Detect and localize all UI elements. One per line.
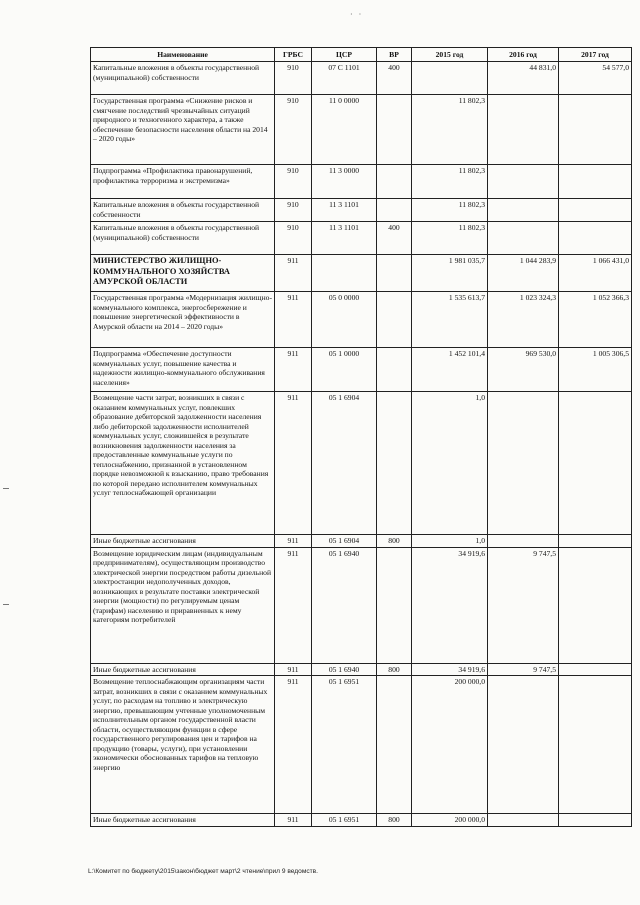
cell-name: Иные бюджетные ассигнования [91,814,275,826]
table-row [91,348,632,392]
col-header-csr: ЦСР [312,48,377,62]
cell-2016 [488,199,559,222]
cell-2015: 1 452 101,4 [412,348,488,392]
cell-vr [377,348,412,392]
cell-2015: 11 802,3 [412,165,488,199]
cell-2015: 1 981 035,7 [412,255,488,292]
cell-grbs: 911 [275,292,312,348]
table-row [91,535,632,547]
table-row [91,676,632,814]
cell-2017 [559,663,632,675]
cell-grbs: 911 [275,547,312,663]
cell-grbs: 910 [275,95,312,165]
cell-vr [377,392,412,535]
cell-2017 [559,165,632,199]
cell-2016: 44 831,0 [488,62,559,95]
cell-2015: 11 802,3 [412,222,488,255]
cell-2017 [559,392,632,535]
cell-2015: 1 535 613,7 [412,292,488,348]
table-row [91,292,632,348]
cell-2017 [559,814,632,826]
cell-2017 [559,222,632,255]
cell-grbs: 911 [275,814,312,826]
cell-vr [377,95,412,165]
cell-2017 [559,535,632,547]
cell-2016 [488,392,559,535]
cell-2015: 11 802,3 [412,199,488,222]
table-row [91,547,632,663]
cell-2016: 9 747,5 [488,663,559,675]
scan-mark [3,604,9,605]
table-header-row [91,48,632,62]
cell-vr: 800 [377,663,412,675]
cell-2015: 200 000,0 [412,814,488,826]
scan-mark: · · [350,10,364,19]
col-header-name: Наименование [91,48,275,62]
table-row [91,62,632,95]
cell-2016 [488,165,559,199]
cell-vr: 400 [377,62,412,95]
cell-grbs: 910 [275,62,312,95]
cell-vr [377,165,412,199]
cell-csr: 05 1 6951 [312,814,377,826]
cell-csr: 05 1 6940 [312,547,377,663]
cell-csr [312,255,377,292]
table-row [91,199,632,222]
table-row [91,392,632,535]
table-row [91,222,632,255]
cell-name: МИНИСТЕРСТВО ЖИЛИЩНО-КОММУНАЛЬНОГО ХОЗЯЙСТВА АМУРСКОЙ ОБЛАСТИ [91,255,275,292]
cell-grbs: 910 [275,222,312,255]
cell-2017 [559,547,632,663]
cell-2016 [488,676,559,814]
cell-vr [377,676,412,814]
cell-name: Капитальные вложения в объекты государственной собственности [91,199,275,222]
cell-2015: 34 919,6 [412,663,488,675]
cell-2017: 1 005 306,5 [559,348,632,392]
table-row [91,255,632,292]
cell-vr [377,292,412,348]
col-header-2016: 2016 год [488,48,559,62]
scan-mark [3,488,9,489]
cell-name: Подпрограмма «Обеспечение доступности коммунальных услуг, повышение качества и надежности жилищно-коммунального обслуживания населения» [91,348,275,392]
table-row [91,165,632,199]
cell-vr: 400 [377,222,412,255]
cell-grbs: 911 [275,348,312,392]
cell-2016: 1 023 324,3 [488,292,559,348]
cell-2017 [559,676,632,814]
cell-csr: 05 1 0000 [312,348,377,392]
cell-name: Возмещение юридическим лицам (индивидуальным предпринимателям), осуществляющим производство электрической энергии посредством работы дизельной электростанции недополученных доходов, возникающих в результате поставки электрической энергии (мощности) по регулируемым ценам (тарифам) населению и приравненных к нему категориям потребителей [91,547,275,663]
cell-vr: 800 [377,535,412,547]
cell-csr: 11 3 0000 [312,165,377,199]
cell-2015: 200 000,0 [412,676,488,814]
budget-table [90,47,632,827]
cell-2017 [559,199,632,222]
cell-2015: 1,0 [412,392,488,535]
col-header-2015: 2015 год [412,48,488,62]
cell-grbs: 910 [275,199,312,222]
cell-vr [377,255,412,292]
cell-name: Иные бюджетные ассигнования [91,663,275,675]
cell-2016 [488,222,559,255]
cell-2015: 11 802,3 [412,95,488,165]
cell-2015 [412,62,488,95]
col-header-grbs: ГРБС [275,48,312,62]
cell-name: Государственная программа «Снижение рисков и смягчение последствий чрезвычайных ситуаций природного и техногенного характера, а также обеспечение безопасности населения области на 2014 – 2020 годы» [91,95,275,165]
cell-vr: 800 [377,814,412,826]
cell-csr: 05 1 6904 [312,535,377,547]
cell-csr: 05 1 6940 [312,663,377,675]
cell-name: Иные бюджетные ассигнования [91,535,275,547]
cell-2015: 34 919,6 [412,547,488,663]
cell-grbs: 911 [275,535,312,547]
cell-2016 [488,535,559,547]
cell-2015: 1,0 [412,535,488,547]
cell-2017: 1 052 366,3 [559,292,632,348]
table-row [91,663,632,675]
cell-vr [377,199,412,222]
cell-grbs: 911 [275,255,312,292]
cell-2016: 9 747,5 [488,547,559,663]
cell-2016 [488,814,559,826]
cell-csr: 05 1 6951 [312,676,377,814]
cell-csr: 11 0 0000 [312,95,377,165]
cell-2016: 1 044 283,9 [488,255,559,292]
cell-grbs: 911 [275,663,312,675]
table-row [91,95,632,165]
cell-csr: 11 3 1101 [312,222,377,255]
cell-csr: 07 С 1101 [312,62,377,95]
cell-vr [377,547,412,663]
cell-name: Государственная программа «Модернизация жилищно-коммунального комплекса, энергосбережение и повышение энергетической эффективности в Амурской области на 2014 – 2020 годы» [91,292,275,348]
cell-2017 [559,95,632,165]
cell-name: Капитальные вложения в объекты государственной (муниципальной) собственности [91,222,275,255]
cell-name: Капитальные вложения в объекты государственной (муниципальной) собственности [91,62,275,95]
cell-grbs: 911 [275,676,312,814]
cell-name: Возмещение части затрат, возникших в связи с оказанием коммунальных услуг, повлекших образование дебиторской задолженности населения либо дебиторской задолженности исполнителей коммунальных услуг, сложившейся в результате возникновения задолженности населения за предоставленные коммунальные услуги по теплоснабжению, признанной в установленном порядке невозможной к взысканию, право требования по которой передано исполнителем коммунальных услуг теплоснабжающей организации [91,392,275,535]
cell-name: Возмещение теплоснабжающим организациям части затрат, возникших в связи с оказанием коммунальных услуг, по расходам на топливо и электрическую энергию, превышающим учтенные уполномоченным исполнительным органом государственной власти области, осуществляющим функции в сфере государственного регулирования цен и тарифов на продукцию (товары, услуги), при установлении экономически обоснованных тарифов на тепловую энергию [91,676,275,814]
cell-csr: 05 1 6904 [312,392,377,535]
col-header-vr: ВР [377,48,412,62]
cell-name: Подпрограмма «Профилактика правонарушений, профилактика терроризма и экстремизма» [91,165,275,199]
cell-grbs: 911 [275,392,312,535]
cell-csr: 05 0 0000 [312,292,377,348]
cell-2016 [488,95,559,165]
col-header-2017: 2017 год [559,48,632,62]
table-row [91,814,632,826]
cell-2016: 969 530,0 [488,348,559,392]
file-path-footer: L:\Комитет по бюджету\2015\закон\бюджет март\2 чтение\прил 9 ведомств. [88,868,318,875]
cell-grbs: 910 [275,165,312,199]
cell-2017: 54 577,0 [559,62,632,95]
cell-csr: 11 3 1101 [312,199,377,222]
cell-2017: 1 066 431,0 [559,255,632,292]
